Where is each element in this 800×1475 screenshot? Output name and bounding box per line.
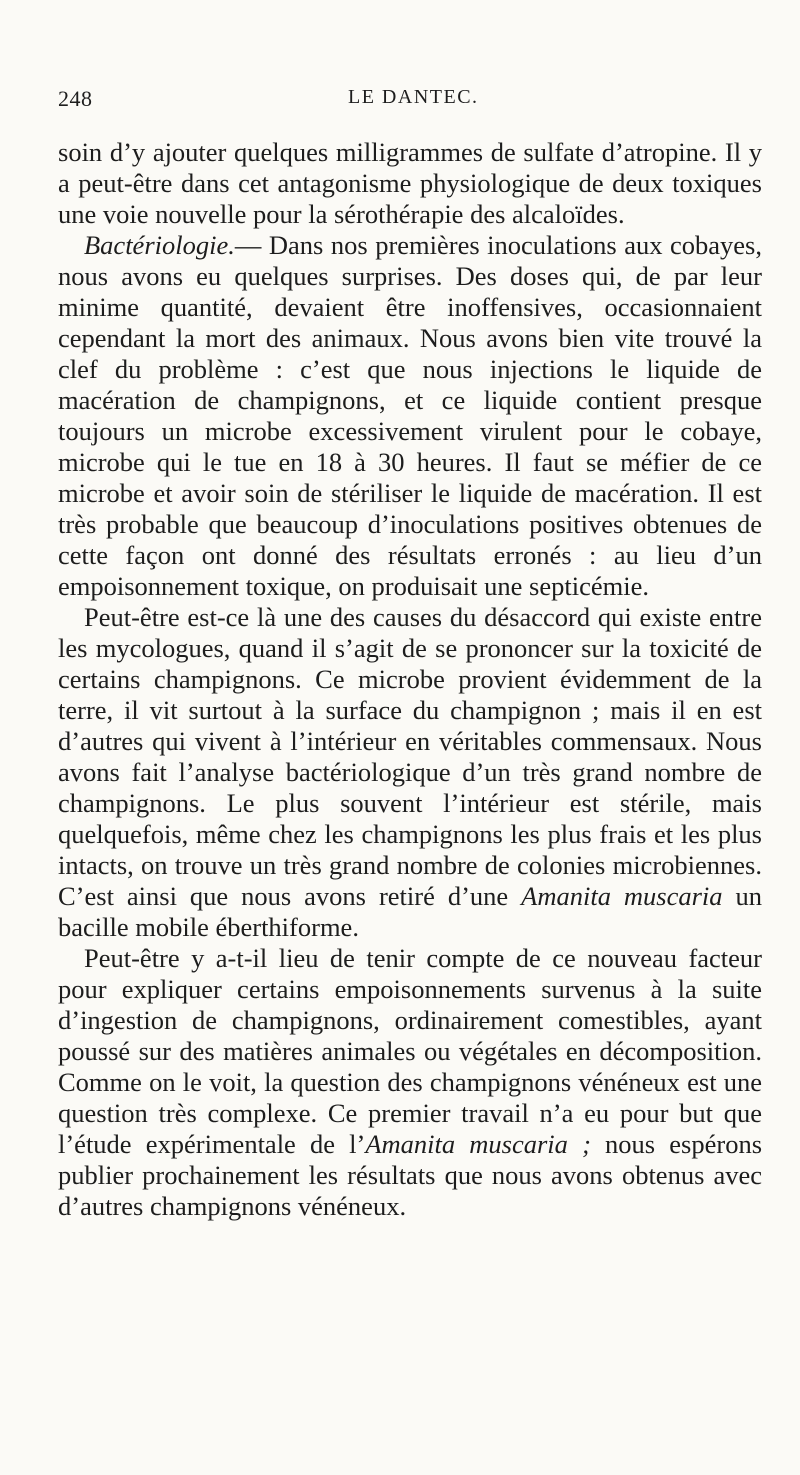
paragraph-2 <box>58 230 762 602</box>
paragraph-3 <box>58 602 762 943</box>
paragraph-4-text-after: nous espérons publier prochainement les résultats que nous avons obtenus avec d’autres champignons vénéneux. <box>58 1129 763 1221</box>
species-name: Amanita muscaria ; <box>365 1129 591 1159</box>
species-name: Amanita muscaria <box>521 881 723 911</box>
paragraph-1 <box>58 137 762 230</box>
paragraph-4 <box>58 943 762 1222</box>
page-number: 248 <box>58 86 93 111</box>
running-head: LE DANTEC. <box>348 86 479 108</box>
paragraph-1-text: soin d’y ajouter quelques milligrammes de sulfate d’atropine. Il y a peut-être dans cet antagonisme physiologique de deux toxiques une voie nouvelle pour la sérothérapie des alcaloïdes. <box>58 137 762 229</box>
paragraph-3-text-after: un bacille mobile éberthiforme. <box>58 881 763 942</box>
paragraph-3-text-before: Peut-être est-ce là une des causes du désaccord qui existe entre les mycologues, quand il s’agit de se prononcer sur la toxicité de certains champignons. Ce microbe provient évidemment de la terre, il vit surtout à la surface du champignon ; mais il en est d’autres qui vivent à l’intérieur en véritables commensaux. Nous avons fait l’analyse bactériologique d’un très grand nombre de champignons. Le plus souvent l’intérieur est stérile, mais quelquefois, même chez les champignons les plus frais et les plus intacts, on trouve un très grand nombre de colonies microbiennes. C’est ainsi que nous avons retiré d’une <box>58 602 762 911</box>
section-lead-bacteriologie: Bactériologie. <box>84 230 235 260</box>
paragraph-4-text-before: Peut-être y a-t-il lieu de tenir compte de ce nouveau facteur pour expliquer certains empoisonnements survenus à la suite d’ingestion de champignons, ordinairement comestibles, ayant poussé sur des matières animales ou végétales en décomposition. Comme on le voit, la question des champignons vénéneux est une question très complexe. Ce premier travail n’a eu pour but que l’étude expérimentale de l’ <box>58 943 762 1159</box>
paragraph-2-text: — Dans nos premières inoculations aux cobayes, nous avons eu quelques surprises. Des doses qui, de par leur minime quantité, devaient être inoffensives, occasionnaient cependant la mort des animaux. Nous avons bien vite trouvé la clef du problème : c’est que nous injections le liquide de macération de champignons, et ce liquide contient presque toujours un microbe excessivement virulent pour le cobaye, microbe qui le tue en 18 à 30 heures. Il faut se méfier de ce microbe et avoir soin de stériliser le liquide de macération. Il est très probable que beaucoup d’inoculations positives obtenues de cette façon ont donné des résultats erronés : au lieu d’un empoisonnement toxique, on produisait une septicémie. <box>58 230 762 601</box>
body-text <box>58 137 762 1222</box>
page-header <box>58 86 758 116</box>
